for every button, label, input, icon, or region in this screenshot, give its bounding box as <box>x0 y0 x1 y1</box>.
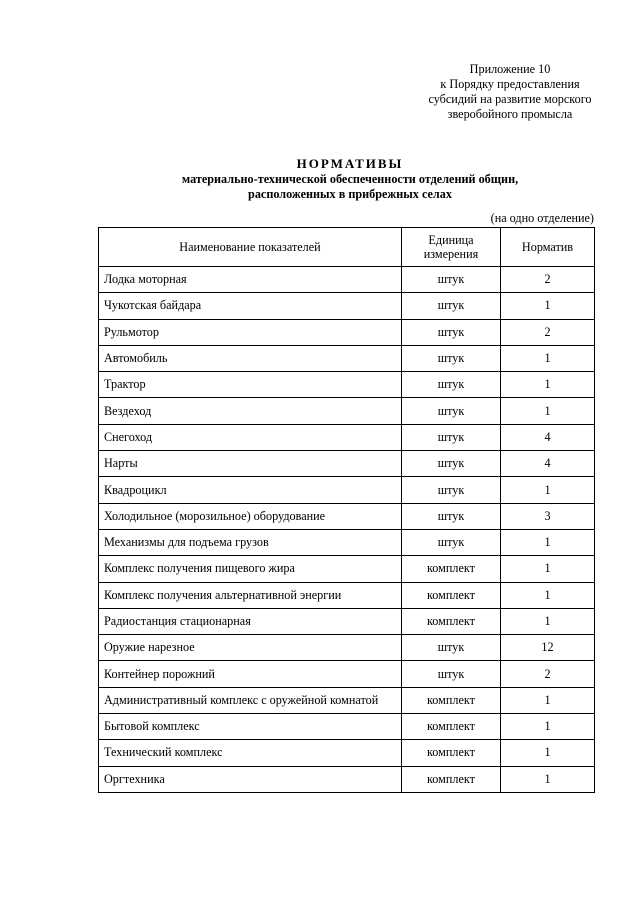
table-row <box>99 766 595 792</box>
row-unit-cell: комплект <box>402 556 501 582</box>
row-name-cell: Комплекс получения альтернативной энергии <box>99 582 402 608</box>
row-unit-cell: штук <box>402 293 501 319</box>
table-row <box>99 503 595 529</box>
table-row <box>99 451 595 477</box>
row-value-cell: 3 <box>501 503 595 529</box>
row-name-cell: Комплекс получения пищевого жира <box>99 556 402 582</box>
row-value-cell: 1 <box>501 714 595 740</box>
unit-note: (на одно отделение) <box>490 211 594 225</box>
row-name-cell: Нарты <box>99 451 402 477</box>
appendix-note <box>400 62 620 122</box>
row-value-cell: 2 <box>501 661 595 687</box>
row-unit-cell: штук <box>402 345 501 371</box>
row-unit-cell: комплект <box>402 714 501 740</box>
row-name-cell: Автомобиль <box>99 345 402 371</box>
row-value-cell: 2 <box>501 267 595 293</box>
table-row <box>99 398 595 424</box>
row-value-cell: 1 <box>501 740 595 766</box>
appendix-line: к Порядку предоставления <box>440 77 580 91</box>
row-unit-cell: штук <box>402 319 501 345</box>
document-title: НОРМАТИВЫ <box>296 156 404 171</box>
row-value-cell: 2 <box>501 319 595 345</box>
row-unit-cell: штук <box>402 398 501 424</box>
subtitle-line: материально-технической обеспеченности отделений общин, <box>181 172 519 186</box>
row-name-cell: Лодка моторная <box>99 267 402 293</box>
row-name-cell: Технический комплекс <box>99 740 402 766</box>
header-value: Норматив <box>501 228 595 267</box>
row-name-cell: Вездеход <box>99 398 402 424</box>
row-value-cell: 4 <box>501 424 595 450</box>
row-unit-cell: штук <box>402 503 501 529</box>
table-row <box>99 345 595 371</box>
table-row <box>99 608 595 634</box>
row-name-cell: Снегоход <box>99 424 402 450</box>
row-value-cell: 1 <box>501 687 595 713</box>
table-row <box>99 293 595 319</box>
header-name: Наименование показателей <box>99 228 402 267</box>
row-name-cell: Холодильное (морозильное) оборудование <box>99 503 402 529</box>
row-value-cell: 1 <box>501 398 595 424</box>
appendix-line: Приложение 10 <box>469 62 551 76</box>
table-row <box>99 319 595 345</box>
row-unit-cell: штук <box>402 451 501 477</box>
row-value-cell: 1 <box>501 293 595 319</box>
table-body <box>99 267 595 793</box>
row-unit-cell: комплект <box>402 740 501 766</box>
header-unit-line2: измерения <box>423 247 479 261</box>
row-unit-cell: штук <box>402 477 501 503</box>
row-unit-cell: комплект <box>402 582 501 608</box>
norms-table <box>98 227 595 793</box>
row-value-cell: 12 <box>501 635 595 661</box>
table-row <box>99 740 595 766</box>
appendix-line: субсидий на развитие морского <box>428 92 592 106</box>
table-row <box>99 424 595 450</box>
appendix-line: зверобойного промысла <box>447 107 573 121</box>
row-value-cell: 4 <box>501 451 595 477</box>
row-value-cell: 1 <box>501 766 595 792</box>
row-name-cell: Чукотская байдара <box>99 293 402 319</box>
row-unit-cell: штук <box>402 372 501 398</box>
row-value-cell: 1 <box>501 529 595 555</box>
row-value-cell: 1 <box>501 608 595 634</box>
table-header-row <box>99 228 595 267</box>
table-row <box>99 477 595 503</box>
row-unit-cell: комплект <box>402 687 501 713</box>
row-unit-cell: штук <box>402 635 501 661</box>
row-unit-cell: штук <box>402 267 501 293</box>
row-value-cell: 1 <box>501 582 595 608</box>
table-row <box>99 529 595 555</box>
row-value-cell: 1 <box>501 372 595 398</box>
row-unit-cell: комплект <box>402 608 501 634</box>
row-value-cell: 1 <box>501 477 595 503</box>
table-row <box>99 661 595 687</box>
row-name-cell: Бытовой комплекс <box>99 714 402 740</box>
table-row <box>99 582 595 608</box>
row-name-cell: Трактор <box>99 372 402 398</box>
row-name-cell: Контейнер порожний <box>99 661 402 687</box>
header-unit <box>402 228 501 267</box>
table-row <box>99 687 595 713</box>
row-unit-cell: штук <box>402 529 501 555</box>
row-name-cell: Оружие нарезное <box>99 635 402 661</box>
row-name-cell: Рульмотор <box>99 319 402 345</box>
row-unit-cell: штук <box>402 661 501 687</box>
row-value-cell: 1 <box>501 345 595 371</box>
table-row <box>99 635 595 661</box>
document-subtitle <box>0 172 640 202</box>
table-row <box>99 267 595 293</box>
row-name-cell: Радиостанция стационарная <box>99 608 402 634</box>
row-name-cell: Квадроцикл <box>99 477 402 503</box>
table-row <box>99 714 595 740</box>
row-unit-cell: комплект <box>402 766 501 792</box>
subtitle-line: расположенных в прибрежных селах <box>248 187 452 201</box>
row-name-cell: Механизмы для подъема грузов <box>99 529 402 555</box>
row-name-cell: Оргтехника <box>99 766 402 792</box>
header-unit-line1: Единица <box>428 233 474 247</box>
row-name-cell: Административный комплекс с оружейной комнатой <box>99 687 402 713</box>
table-row <box>99 556 595 582</box>
table-row <box>99 372 595 398</box>
row-unit-cell: штук <box>402 424 501 450</box>
row-value-cell: 1 <box>501 556 595 582</box>
